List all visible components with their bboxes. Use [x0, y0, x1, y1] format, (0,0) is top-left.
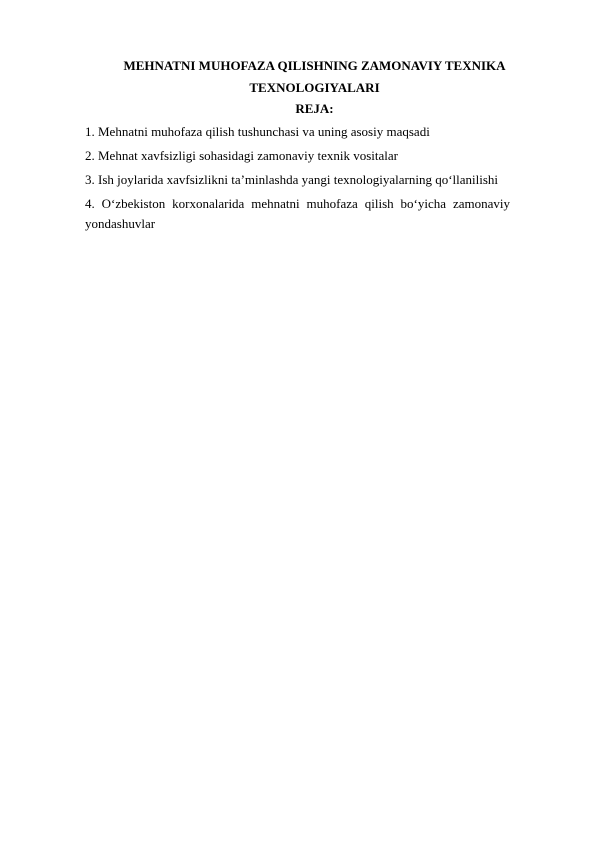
plan-item-3: 3. Ish joylarida xavfsizlikni ta’minlashda yangi texnologiyalarning qo‘llanilishi	[85, 172, 499, 187]
plan-item-1: 1. Mehnatni muhofaza qilish tushunchasi va uning asosiy maqsadi	[85, 124, 430, 139]
plan-item-2: 2. Mehnat xavfsizligi sohasidagi zamonaviy texnik vositalar	[85, 148, 399, 163]
plan-heading: REJA:	[295, 101, 334, 116]
document-body	[85, 55, 510, 238]
plan-list	[85, 122, 510, 234]
plan-item-4: 4. O‘zbekiston korxonalarida mehnatni muhofaza qilish bo‘yicha zamonaviy yondashuvlar	[85, 196, 510, 231]
document-title-line-1: MEHNATNI MUHOFAZA QILISHNING ZAMONAVIY TEXNIKA	[123, 58, 506, 73]
document-title-line-2: TEXNOLOGIYALARI	[249, 80, 380, 95]
document-title	[85, 55, 510, 99]
